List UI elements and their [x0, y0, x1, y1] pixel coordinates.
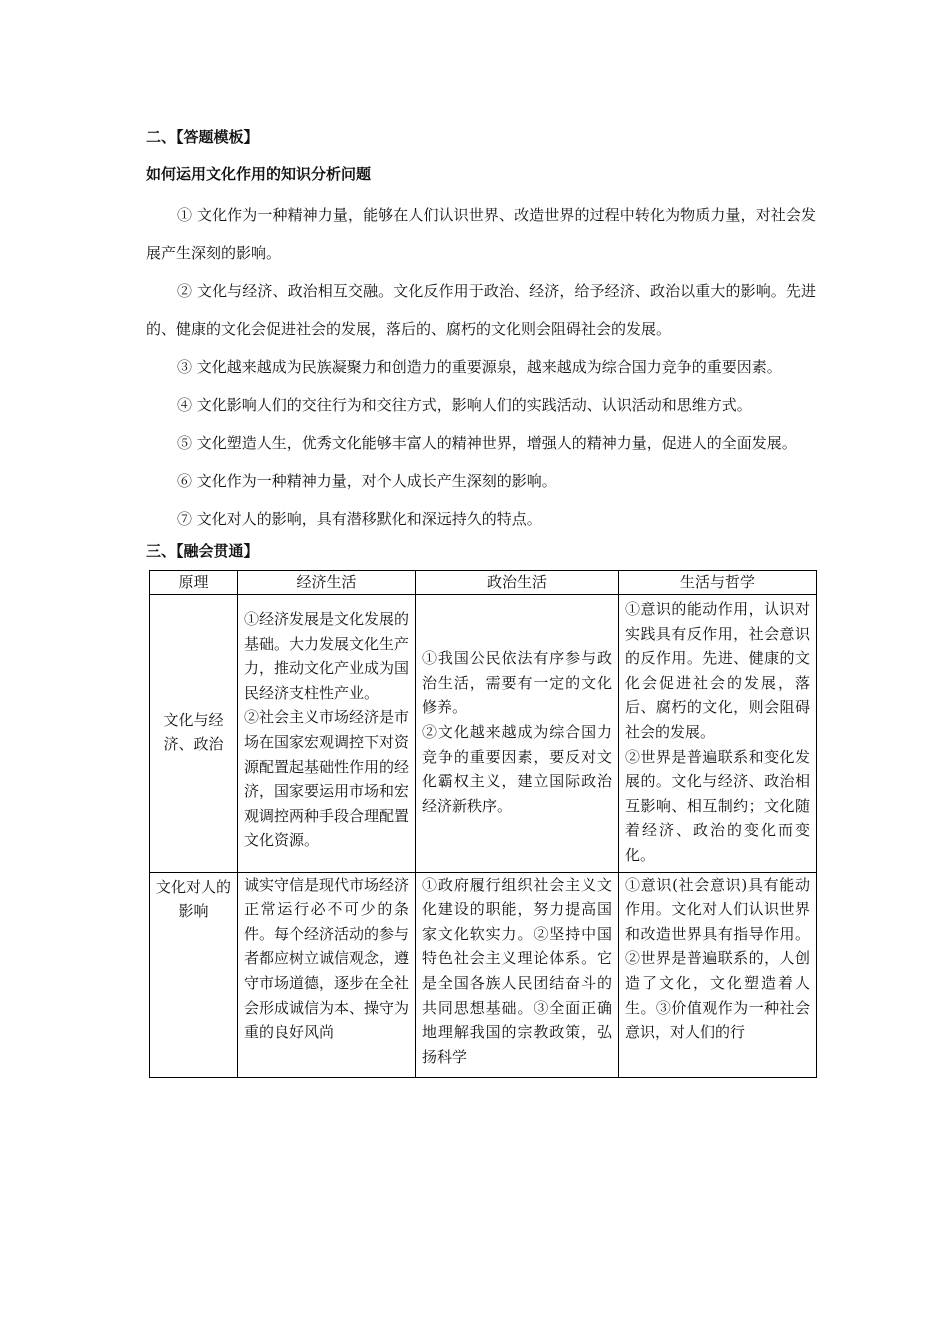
template-item-4: ④ 文化影响人们的交往行为和交往方式，影响人们的实践活动、认识活动和思维方式。	[177, 396, 752, 414]
column-header-political-life: 政治生活	[416, 571, 619, 595]
economic-life-cell	[238, 595, 416, 873]
column-header-life-and-philosophy: 生活与哲学	[619, 571, 817, 595]
cell-paragraph: ①我国公民依法有序参与政治生活，需要有一定的文化修养。	[422, 649, 612, 717]
cell-paragraph: ②世界是普遍联系和变化发展的。文化与经济、政治相互影响、相互制约；文化随着经济、政治的变化而变化。	[625, 747, 810, 864]
political-life-cell	[416, 872, 619, 1077]
clipped-cell-text: 诚实守信是现代市场经济正常运行必不可少的条件。每个经济活动的参与者都应树立诚信观念，遵守市场道德，逐步在全社会形成诚信为本、操守为重的良好风尚	[244, 875, 409, 1042]
cell-paragraph: ②社会主义市场经济是市场在国家宏观调控下对资源配置起基础性作用的经济，国家要运用市场和宏观调控两种手段合理配置文化资源。	[244, 708, 410, 850]
section-2-heading: 二、【答题模板】	[146, 128, 259, 146]
table-row	[150, 872, 817, 1077]
clipped-cell-text: ①意识(社会意识)具有能动作用。文化对人们认识世界和改造世界具有指导作用。②世界是普遍联系的，人创造了文化，文化塑造着人生。③价值观作为一种社会意识，对人们的行	[625, 875, 810, 1042]
column-header-principle: 原理	[150, 571, 238, 595]
cell-paragraph: ②文化越来越成为综合国力竞争的重要因素，要反对文化霸权主义，建立国际政治经济新秩序。	[422, 722, 612, 815]
philosophy-cell	[619, 872, 817, 1077]
template-item-2: ② 文化与经济、政治相互交融。文化反作用于政治、经济，给予经济、政治以重大的影响。先进的、健康的文化会促进社会的发展，落后的、腐朽的文化则会阻碍社会的发展。	[146, 282, 816, 338]
table-row	[150, 595, 817, 873]
section-2-subheading: 如何运用文化作用的知识分析问题	[146, 165, 372, 183]
economic-life-cell	[238, 872, 416, 1077]
philosophy-cell	[619, 595, 817, 873]
table-header-row	[150, 571, 817, 595]
comparison-table	[149, 570, 817, 1078]
template-item-5: ⑤ 文化塑造人生，优秀文化能够丰富人的精神世界，增强人的精神力量，促进人的全面发展。	[177, 434, 797, 452]
row-principle-cell: 文化对人的影响	[150, 872, 238, 1077]
political-life-cell	[416, 595, 619, 873]
template-item-3: ③ 文化越来越成为民族凝聚力和创造力的重要源泉，越来越成为综合国力竞争的重要因素。	[177, 358, 782, 376]
content	[146, 126, 816, 1078]
column-header-economic-life: 经济生活	[238, 571, 416, 595]
template-item-7: ⑦ 文化对人的影响，具有潜移默化和深远持久的特点。	[177, 510, 542, 528]
cell-paragraph: ①经济发展是文化发展的基础。大力发展文化生产力，推动文化产业成为国民经济支柱性产业。	[244, 610, 410, 702]
cell-paragraph: ①意识的能动作用，认识对实践具有反作用，社会意识的反作用。先进、健康的文化会促进社会的发展，落后、腐朽的文化，则会阻碍社会的发展。	[625, 600, 810, 741]
template-item-1: ① 文化作为一种精神力量，能够在人们认识世界、改造世界的过程中转化为物质力量，对社会发展产生深刻的影响。	[146, 206, 816, 262]
clipped-cell-text: ①政府履行组织社会主义文化建设的职能，努力提高国家文化软实力。②坚持中国特色社会主义理论体系。它是全国各族人民团结奋斗的共同思想基础。③全面正确地理解我国的宗教政策，弘扬科学	[422, 875, 612, 1066]
section-3-heading: 三、【融会贯通】	[146, 542, 259, 560]
template-item-6: ⑥ 文化作为一种精神力量，对个人成长产生深刻的影响。	[177, 472, 557, 490]
row-principle-cell: 文化与经济、政治	[150, 595, 238, 873]
